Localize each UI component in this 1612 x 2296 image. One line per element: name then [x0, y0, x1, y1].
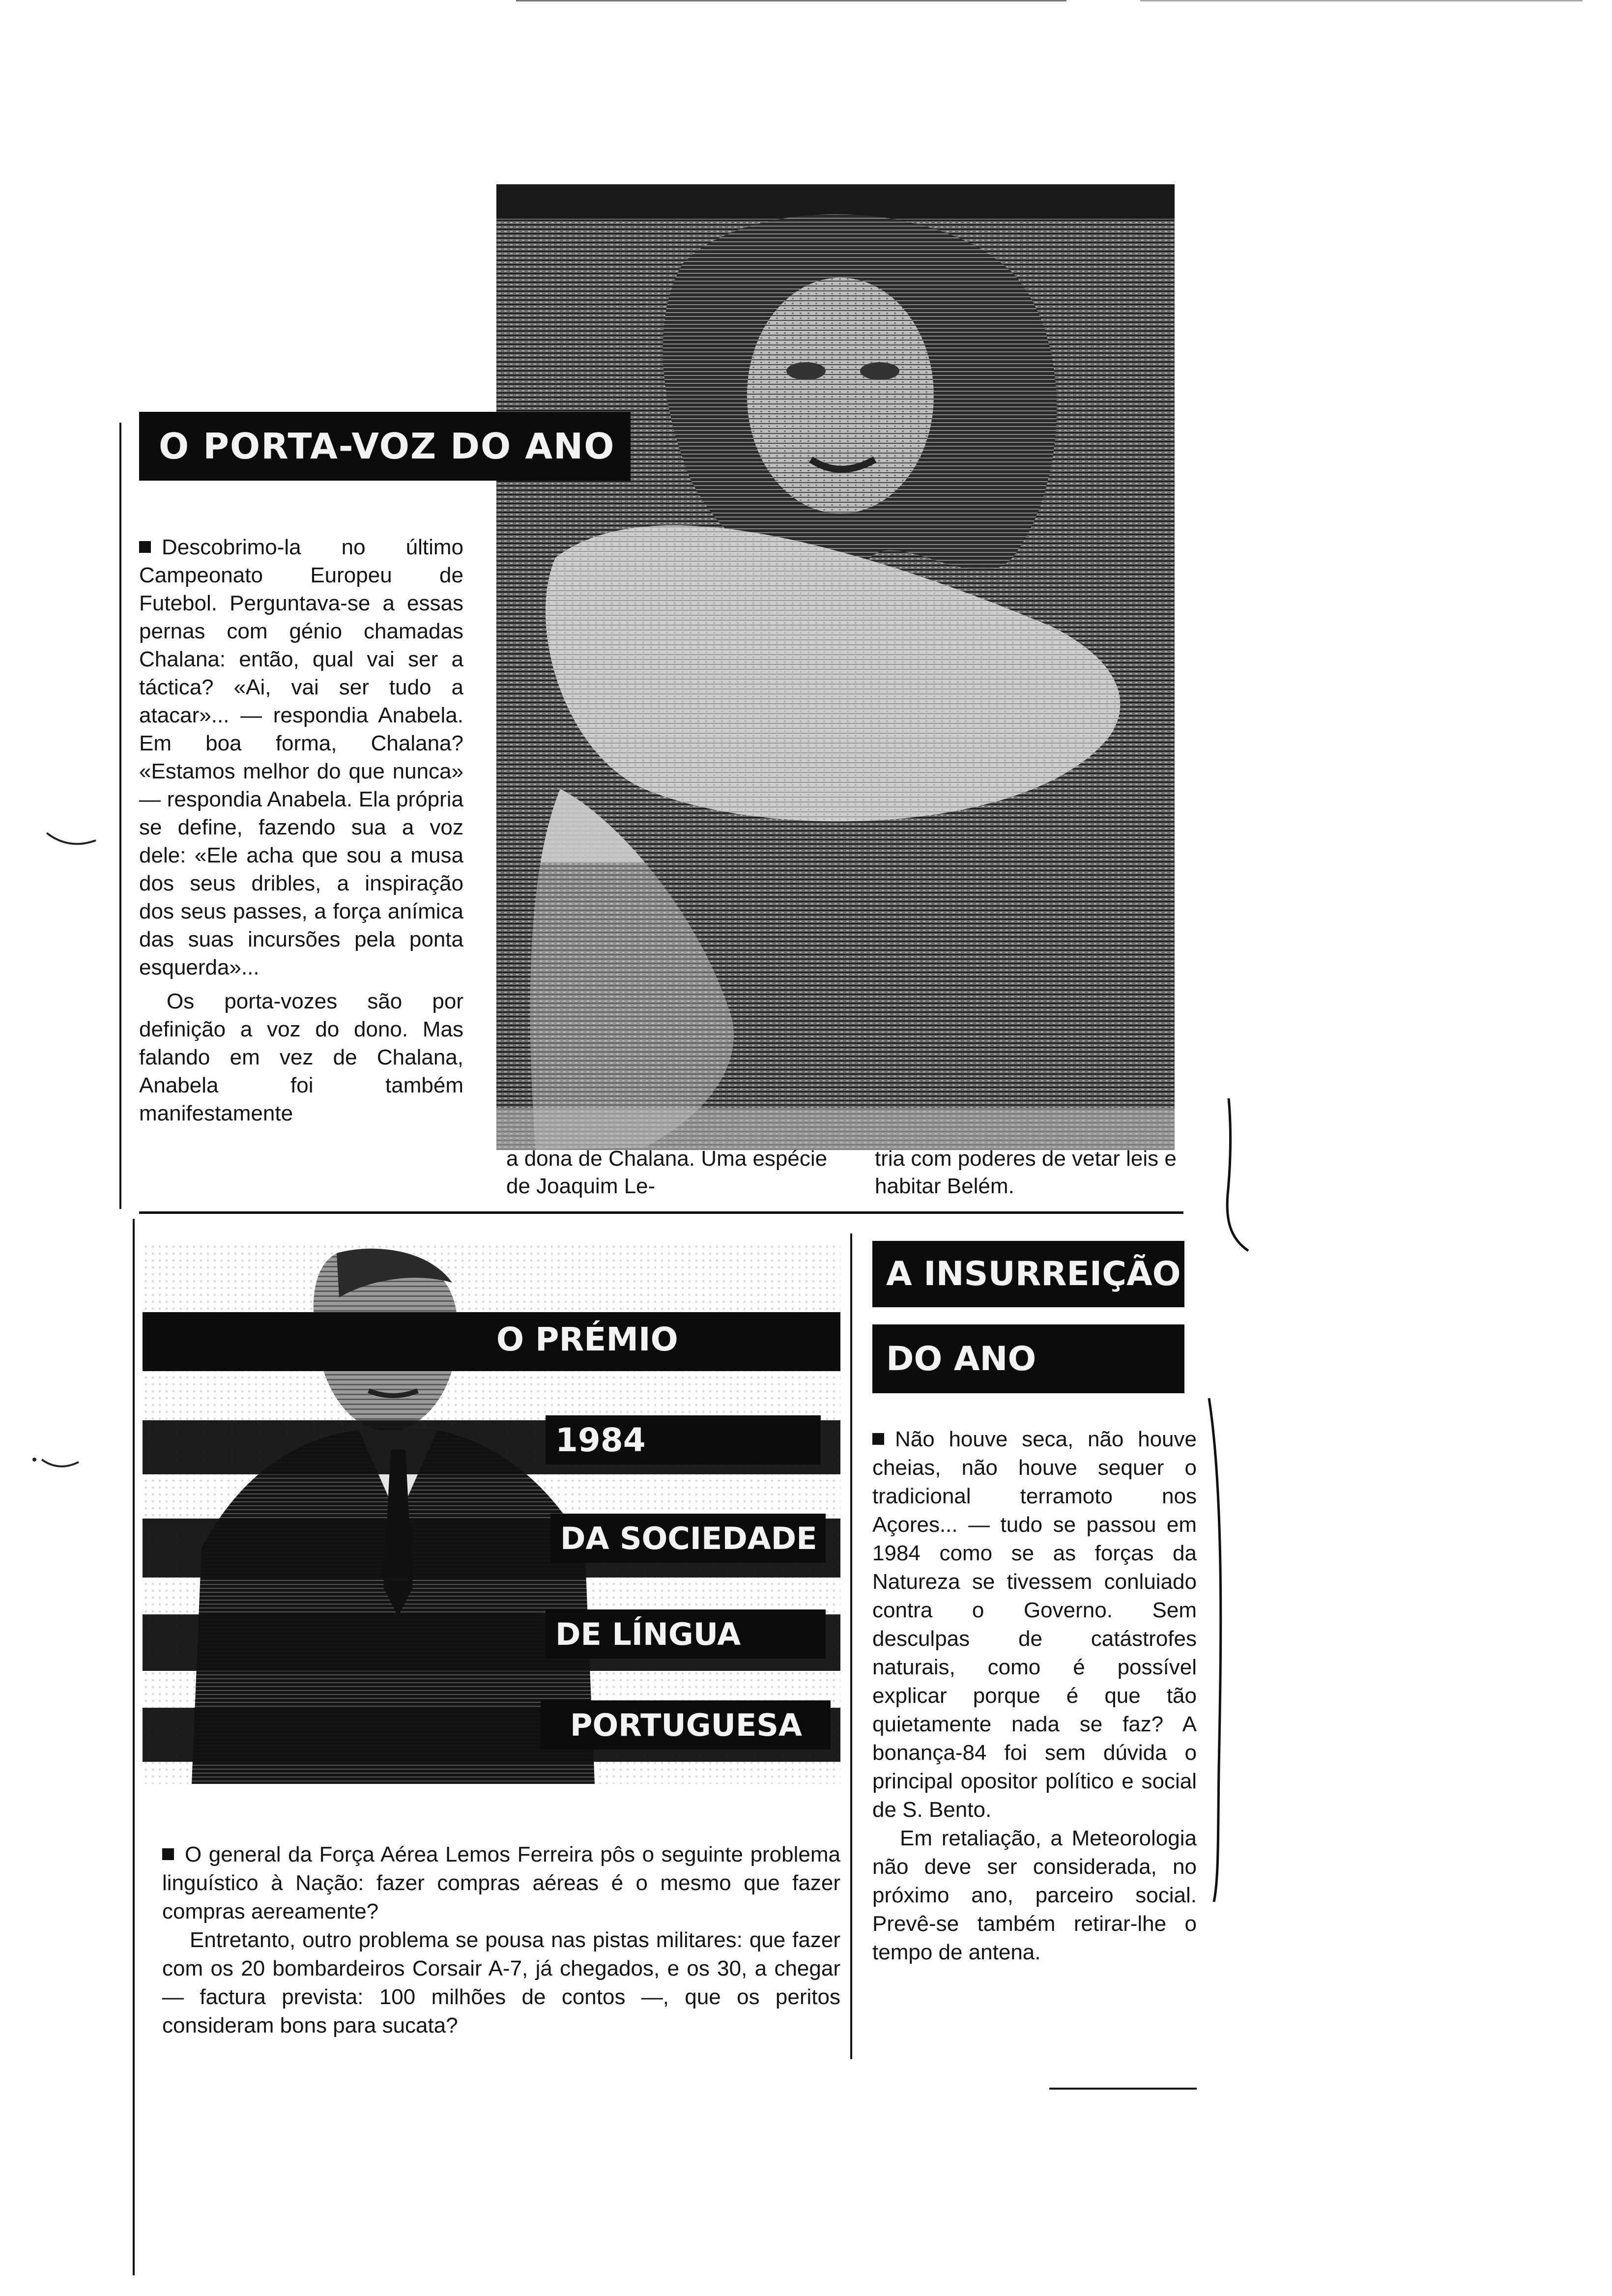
article1-bottom-rule — [139, 1211, 1183, 1214]
headline-porta-voz — [139, 412, 631, 481]
article1-continuation-col3: tria com poderes de vetar leis e habitar Belém. — [875, 1147, 1177, 1198]
margin-tick-mark — [29, 1455, 84, 1474]
article1-paragraph-1: Descobrimo-la no último Campeonato Europeu de Futebol. Perguntava-se a essas pernas com génio chamadas Chalana: então, qual vai ser a táctica? «Ai, vai ser tudo a atacar»... — respondia Anabela. Em boa forma, Chalana? «Estamos melhor do que nunca» — respondia Anabela. Ela própria se define, fazendo sua a voz dele: «Ele acha que sou a musa dos seus dribles, a inspiração dos seus passes, a força anímica das suas incursões pela ponta esquerda»... — [139, 535, 463, 979]
headline-premio-line-4: DE LÍNGUA — [546, 1609, 826, 1659]
margin-tick-mark — [44, 831, 98, 850]
halftone-woman-image — [496, 184, 1175, 1150]
bullet-square — [162, 1848, 174, 1860]
article3-end-rule — [1049, 2088, 1197, 2090]
column-divider — [850, 1234, 852, 2059]
article3-body — [872, 1425, 1197, 1967]
article3-paragraph-1: Não houve seca, não houve cheias, não houve sequer o tradicional terramoto nos Açores... — tudo se passou em 1984 como se as forças da Natureza se tivessem conluiado contra o Governo. Sem desculpas de catástrofes naturais, como é possível explicar porque é que tão quietamente nada se faz? A bonança-84 foi sem dúvida o principal opositor político e social de S. Bento. — [872, 1427, 1197, 1822]
column-rule-left-2 — [133, 1219, 135, 2275]
headline-premio-line-5: PORTUGUESA — [541, 1700, 831, 1750]
headline-insurreicao-line-1: A INSURREIÇÃO — [872, 1241, 1184, 1307]
bullet-square — [139, 541, 151, 553]
article2-paragraph-2: Entretanto, outro problema se pousa nas pistas militares: que fazer com os 20 bombardeiros Corsair A-7, já chegados, e os 30, a chegar — factura prevista: 100 milhões de contos —, que os peritos consideram bons para sucata? — [162, 1928, 840, 2038]
scan-edge-line — [1140, 0, 1583, 1]
handwritten-margin-bracket — [1219, 1096, 1253, 1253]
scan-edge-line — [516, 0, 1066, 1]
article2-body — [162, 1840, 840, 2040]
bullet-square — [872, 1433, 884, 1445]
headline-porta-voz-text: O PORTA-VOZ DO ANO — [159, 426, 615, 467]
handwritten-margin-bracket — [1204, 1396, 1243, 1907]
article2-paragraph-1: O general da Força Aérea Lemos Ferreira pôs o seguinte problema linguístico à Nação: fazer compras aéreas é o mesmo que fazer compras aereamente? — [162, 1842, 840, 1923]
column-rule-left — [119, 423, 121, 1209]
headline-premio-line-3: DA SOCIEDADE — [550, 1514, 826, 1563]
headline-premio-line-1: O PRÉMIO — [482, 1315, 826, 1364]
article1-continuation-col2: a dona de Chalana. Uma espécie de Joaquim Le- — [506, 1147, 828, 1198]
photo-woman — [496, 184, 1175, 1150]
article1-body — [139, 533, 463, 1127]
article3-paragraph-2: Em retaliação, a Meteorologia não deve ser considerada, no próximo ano, parceiro social. Prevê-se também retirar-lhe o tempo de antena. — [872, 1826, 1197, 1964]
headline-insurreicao-line-2: DO ANO — [872, 1324, 1184, 1393]
article1-paragraph-2: Os porta-vozes são por definição a voz do dono. Mas falando em vez de Chalana, Anabela foi também manifestamente — [139, 989, 463, 1125]
headline-premio-line-2: 1984 — [546, 1415, 821, 1464]
